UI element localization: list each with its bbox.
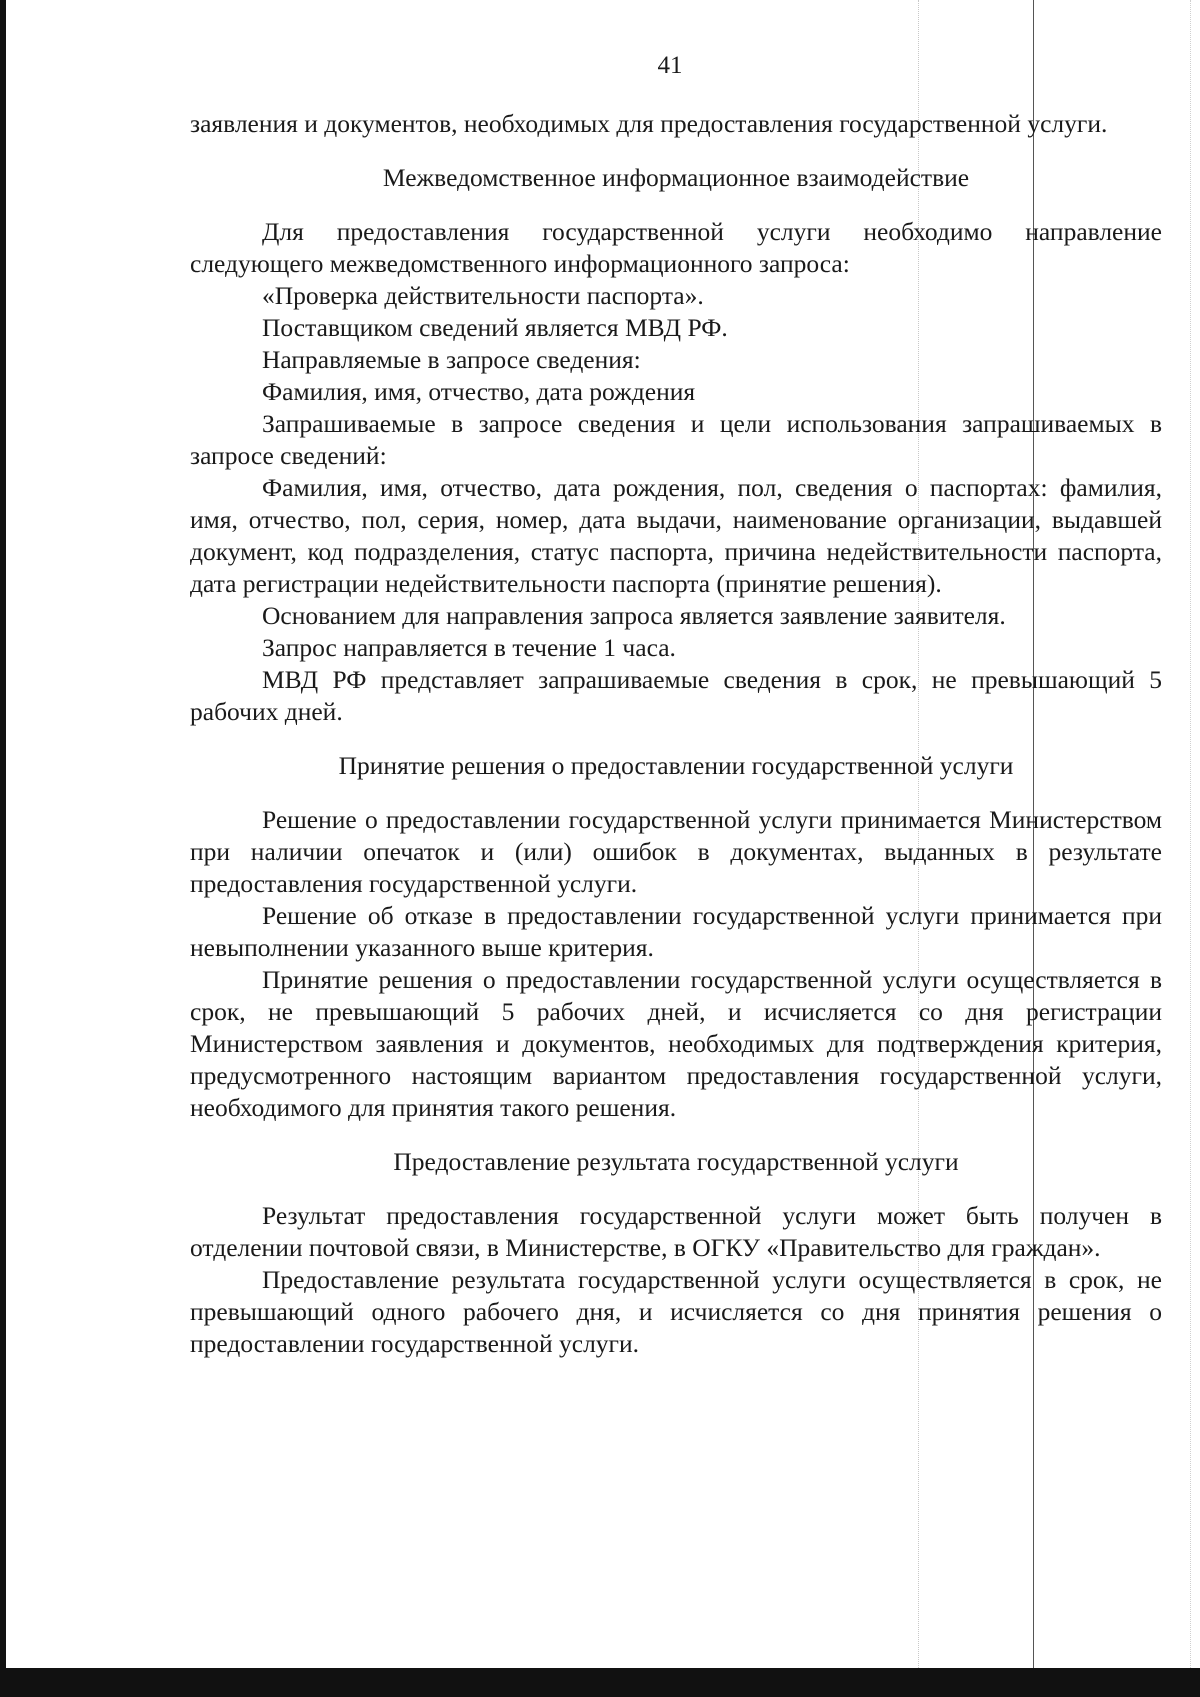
section-heading: Межведомственное информационное взаимодействие	[382, 163, 970, 192]
paragraph-line: Запрос направляется в течение 1 часа.	[262, 633, 676, 662]
paragraph-line: «Проверка действительности паспорта».	[262, 281, 704, 310]
paragraph: заявления и документов, необходимых для предоставления государственной услуги.	[190, 109, 1108, 138]
paragraph: Решение о предоставлении государственной услуги принимается Министерством при наличии опечаток и (или) ошибок в документах, выданных в результате предоставления государственной услуги.	[190, 805, 1162, 898]
section-heading: Предоставление результата государственной услуги	[393, 1147, 959, 1176]
paragraph: Запрашиваемые в запросе сведения и цели использования запрашиваемых в запросе сведений:	[190, 409, 1162, 470]
paragraph-line: Поставщиком сведений является МВД РФ.	[262, 313, 728, 342]
paragraph: Предоставление результата государственной услуги осуществляется в срок, не превышающий одного рабочего дня, и исчисляется со дня принятия решения о предоставлении государственной услуги.	[190, 1265, 1162, 1358]
paragraph: Решение об отказе в предоставлении государственной услуги принимается при невыполнении указанного выше критерия.	[190, 901, 1162, 962]
section-heading: Принятие решения о предоставлении государственной услуги	[338, 751, 1014, 780]
page-number: 41	[657, 52, 683, 79]
paragraph-line: Направляемые в запросе сведения:	[262, 345, 641, 374]
paragraph-line: Фамилия, имя, отчество, дата рождения	[262, 377, 696, 406]
scan-dotted-line	[1190, 0, 1191, 1668]
paragraph: Принятие решения о предоставлении государственной услуги осуществляется в срок, не превышающий 5 рабочих дней, и исчисляется со дня регистрации Министерством заявления и документов, необходимых для подтверждения критерия, предусмотренного настоящим вариантом предоставления государственной услуги, необходимого для принятия такого решения.	[190, 965, 1162, 1122]
paragraph: Результат предоставления государственной услуги может быть получен в отделении почтовой связи, в Министерстве, в ОГКУ «Правительство для граждан».	[190, 1201, 1162, 1262]
paragraph: Для предоставления государственной услуги необходимо направление следующего межведомственного информационного запроса:	[190, 217, 1162, 278]
scan-edge-bottom	[0, 1668, 1200, 1697]
document-body	[190, 108, 1162, 1360]
paragraph-line: Основанием для направления запроса является заявление заявителя.	[262, 601, 1006, 630]
paragraph: МВД РФ представляет запрашиваемые сведения в срок, не превышающий 5 рабочих дней.	[190, 665, 1162, 726]
paragraph: Фамилия, имя, отчество, дата рождения, пол, сведения о паспортах: фамилия, имя, отчество, пол, серия, номер, дата выдачи, наименование организации, выдавшей документ, код подразделения, статус паспорта, причина недействительности паспорта, дата регистрации недействительности паспорта (принятие решения).	[190, 473, 1162, 598]
scan-edge-left	[0, 0, 6, 1680]
